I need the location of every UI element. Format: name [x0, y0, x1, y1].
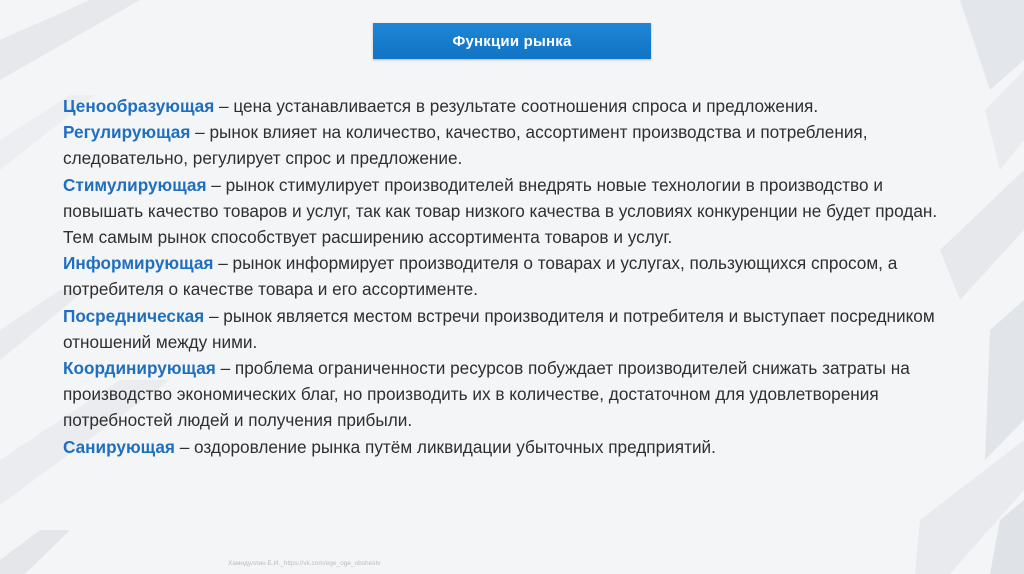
market-functions-list [63, 93, 963, 460]
function-term: Стимулирующая [63, 174, 207, 195]
list-item [63, 119, 963, 171]
function-term: Информирующая [63, 253, 214, 274]
function-description: – цена устанавливается в результате соотношения спроса и предложения. [214, 96, 819, 116]
slide-title: Функции рынка [452, 32, 572, 50]
function-term: Посредническая [63, 305, 205, 326]
function-term: Координирующая [63, 358, 216, 379]
function-term: Ценообразующая [63, 96, 215, 116]
list-item [63, 355, 963, 434]
list-item [63, 303, 963, 355]
list-item [63, 93, 963, 119]
list-item [63, 250, 963, 302]
function-description: – рынок информирует производителя о товарах и услугах, пользующихся спросом, а потребителя о качестве товара и его ассортименте. [63, 253, 898, 300]
function-description: – оздоровление рынка путём ликвидации убыточных предприятий. [174, 436, 716, 457]
function-description: – рынок является местом встречи производителя и потребителя и выступает посредником отношений между ними. [63, 305, 935, 352]
slide-title-banner [373, 23, 651, 59]
function-term: Санирующая [63, 436, 175, 457]
function-description: – рынок влияет на количество, качество, ассортимент производства и потребления, следовательно, регулирует спрос и предложение. [63, 122, 868, 169]
function-term: Регулирующая [63, 122, 191, 143]
list-item [63, 172, 963, 251]
footer-credit: Хамидуллин Б.И._https://vk.com/ege_oge_obshestv [228, 560, 381, 567]
list-item [63, 434, 963, 460]
function-description: – проблема ограниченности ресурсов побуждает производителей снижать затраты на производство экономических благ, но производить их в количестве, достаточном для удовлетворения потребностей людей и получения прибыли. [63, 358, 910, 431]
function-description: – рынок стимулирует производителей внедрять новые технологии в производство и повышать качество товаров и услуг, так как товар низкого качества в условиях конкуренции не будет продан. Тем самым рынок способствует расширению ассортимента товаров и услуг. [63, 174, 938, 248]
